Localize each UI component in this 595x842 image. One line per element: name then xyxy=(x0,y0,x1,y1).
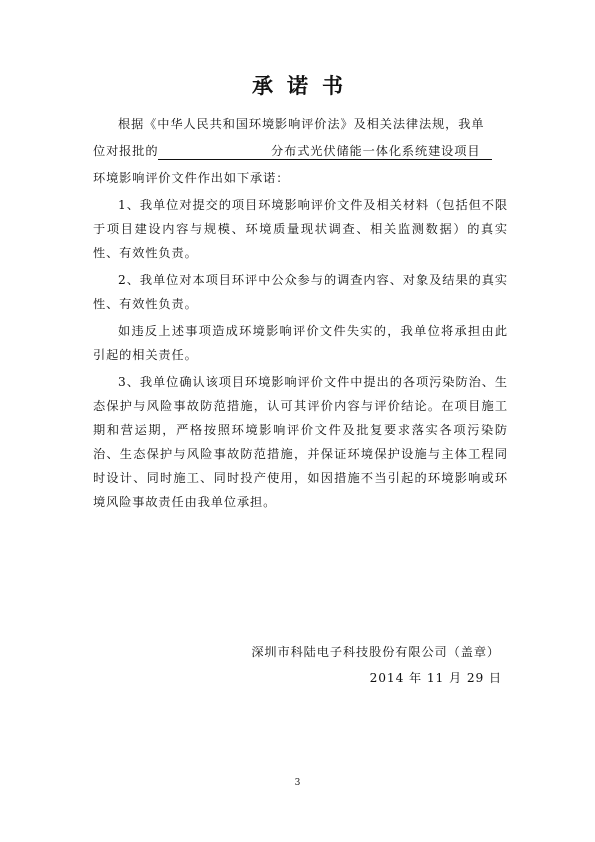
commitment-paragraph-2: 2、我单位对本项目环评中公众参与的调查内容、对象及结果的真实性、有效性负责。 xyxy=(93,273,508,311)
signing-date: 2014 年 11 月 29 日 xyxy=(369,671,502,685)
page-number: 3 xyxy=(294,778,301,788)
commitment-paragraph-3: 3、我单位确认该项目环境影响评价文件中提出的各项污染防治、生态保护与风险事故防范措施，认可其评价内容与评价结论。在项目施工期和营运期，严格按照环境影响评价文件及批复要求落实各项污染防治、生态保护与风险事故防范措施，并保证环境保护设施与主体工程同时设计、同时施工、同时投产使用，如因措施不当引起的环境影响或环境风险事故责任由我单位承担。 xyxy=(93,375,508,509)
liability-paragraph: 如违反上述事项造成环境影响评价文件失实的，我单位将承担由此引起的相关责任。 xyxy=(93,324,508,362)
document-title: 承诺书 xyxy=(252,73,357,98)
commitment-paragraph-1: 1、我单位对提交的项目环境影响评价文件及相关材料（包括但不限于项目建设内容与规模、环境质量现状调查、相关监测数据）的真实性、有效性负责。 xyxy=(93,198,508,260)
document-body xyxy=(93,112,508,517)
intro-line-1: 根据《中华人民共和国环境影响评价法》及相关法律法规，我单 xyxy=(118,117,485,131)
project-name-blank: 分布式光伏储能一体化系统建设项目 xyxy=(158,143,492,160)
company-signature: 深圳市科陆电子科技股份有限公司（盖章） xyxy=(251,645,500,659)
intro-line-2-prefix: 位对报批的 xyxy=(93,144,159,158)
intro-line-3: 环境影响评价文件作出如下承诺： xyxy=(93,171,290,185)
intro-line-2 xyxy=(93,139,508,163)
